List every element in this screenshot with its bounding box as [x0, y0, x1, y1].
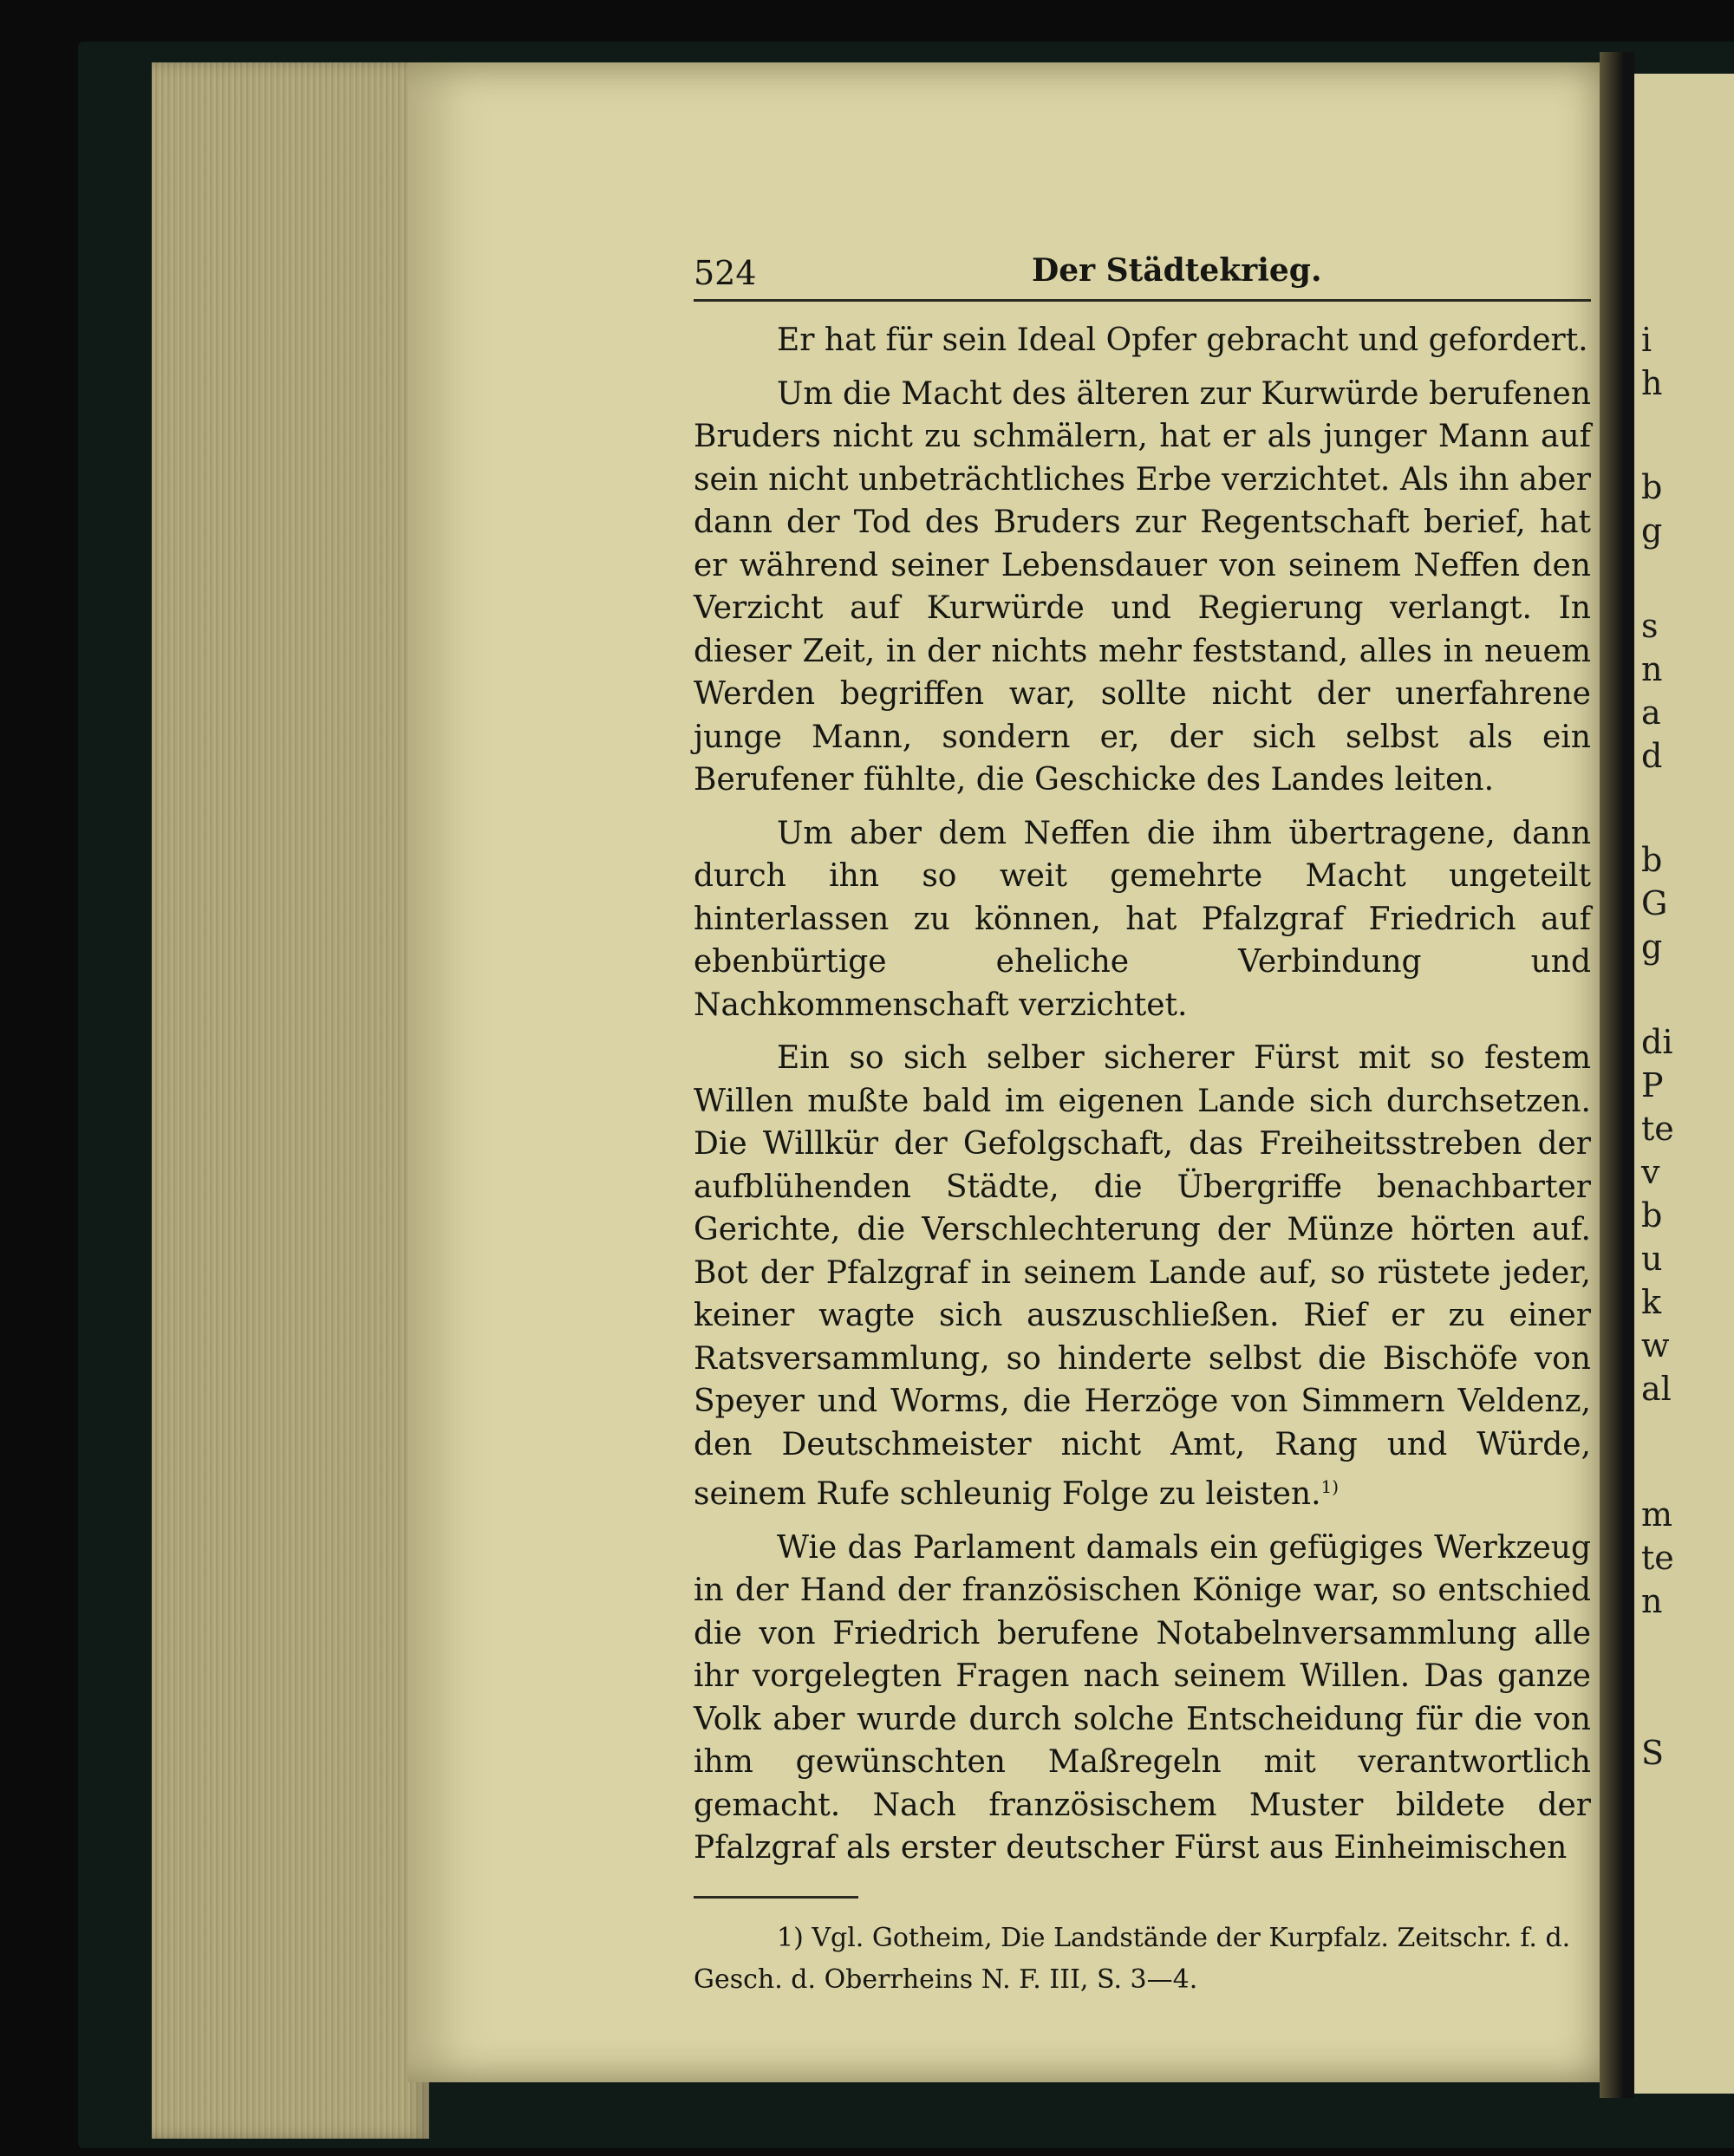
- paragraph: Um aber dem Neffen die ihm übertragene, dann durch ihn so weit gemehrte Macht ungeteilt hinterlassen zu können, hat Pfalzgraf Friedrich auf ebenbürtige eheliche Verbindung und Nachkommenschaft verzichtet.: [694, 815, 1591, 1023]
- paragraph: [694, 1037, 1591, 1516]
- paragraph-text: Ein so sich selber sicherer Fürst mit so festem Willen mußte bald im eigenen Lande sich durchsetzen. Die Willkür der Gefolgschaft, das Freiheitsstreben der aufblühenden Städte, die Übergriffe benachbarter Gerichte, die Verschlechterung der Münze hörten auf. Bot der Pfalzgraf in seinem Lande auf, so rüstete jeder, keiner wagte sich auszuschließen. Rief er zu einer Ratsversammlung, so hinderte selbst die Bischöfe von Speyer und Worms, die Herzöge von Simmern Veldenz, den Deutschmeister nicht Amt, Rang und Würde, seinem Rufe schleunig Folge zu leisten.: [694, 1040, 1591, 1512]
- next-page-letter: n: [1641, 650, 1663, 688]
- page-edges: [152, 62, 429, 2139]
- footnote-marker: 1): [1320, 1476, 1340, 1497]
- next-page-letter: m: [1641, 1495, 1673, 1534]
- paragraph: Um die Macht des älteren zur Kurwürde berufenen Bruders nicht zu schmälern, hat er als junger Mann auf sein nicht unbeträchtliches Erbe verzichtet. Als ihn aber dann der Tod des Bruders zur Regentschaft berief, hat er während seiner Lebensdauer von seinem Neffen den Verzicht auf Kurwürde und Regierung verlangt. In dieser Zeit, in der nichts mehr feststand, alles in neuem Werden begriffen war, sollte nicht der unerfahrene junge Mann, sondern er, der sich selbst als ein Berufener fühlte, die Geschicke des Landes leiten.: [694, 375, 1591, 798]
- next-page-letter: b: [1641, 468, 1663, 506]
- right-page-fragment: [1634, 74, 1734, 2094]
- paragraph: Wie das Parlament damals ein gefügiges Werkzeug in der Hand der französischen Könige war, so entschied die von Friedrich berufene Notabelnversammlung alle ihr vorgelegten Fragen nach seinem Willen. Das ganze Volk aber wurde durch solche Entscheidung für die von ihm gewünschten Maßregeln mit verantwortlich gemacht. Nach französischem Muster bildete der Pfalzgraf als erster deutscher Fürst aus Einheimischen: [694, 1529, 1591, 1866]
- next-page-letter: b: [1641, 1196, 1663, 1234]
- next-page-letter: g: [1641, 511, 1663, 550]
- next-page-letter: i: [1641, 321, 1653, 359]
- next-page-letter: P: [1641, 1066, 1664, 1104]
- next-page-letter: u: [1641, 1240, 1663, 1278]
- paragraph: Er hat für sein Ideal Opfer gebracht und gefordert.: [777, 322, 1588, 358]
- next-page-letter: di: [1641, 1023, 1673, 1061]
- book-gutter: [1600, 52, 1634, 2098]
- next-page-letter: s: [1641, 607, 1659, 645]
- next-page-letter: w: [1641, 1326, 1670, 1365]
- page-number: 524: [694, 254, 757, 292]
- footnote: 1) Vgl. Gotheim, Die Landstände der Kurpfalz. Zeitschr. f. d. Gesch. d. Oberrheins N. F. III, S. 3—4.: [694, 1922, 1571, 1995]
- footnote-divider: [694, 1896, 858, 1899]
- running-title: Der Städtekrieg.: [1032, 252, 1322, 289]
- next-page-letter: b: [1641, 841, 1663, 879]
- next-page-letter: te: [1641, 1110, 1674, 1148]
- next-page-letter: h: [1641, 364, 1663, 402]
- next-page-letter: v: [1641, 1153, 1660, 1191]
- page-header: [694, 247, 1591, 302]
- next-page-letter: S: [1641, 1734, 1665, 1772]
- next-page-letter: g: [1641, 928, 1663, 966]
- page-text: [694, 247, 1591, 2001]
- next-page-letter: te: [1641, 1539, 1674, 1577]
- next-page-letter: al: [1641, 1370, 1672, 1408]
- next-page-letter: n: [1641, 1582, 1663, 1620]
- next-page-letter: a: [1641, 694, 1661, 732]
- next-page-letter: k: [1641, 1283, 1662, 1321]
- next-page-letter: d: [1641, 737, 1663, 775]
- next-page-letter: G: [1641, 884, 1668, 922]
